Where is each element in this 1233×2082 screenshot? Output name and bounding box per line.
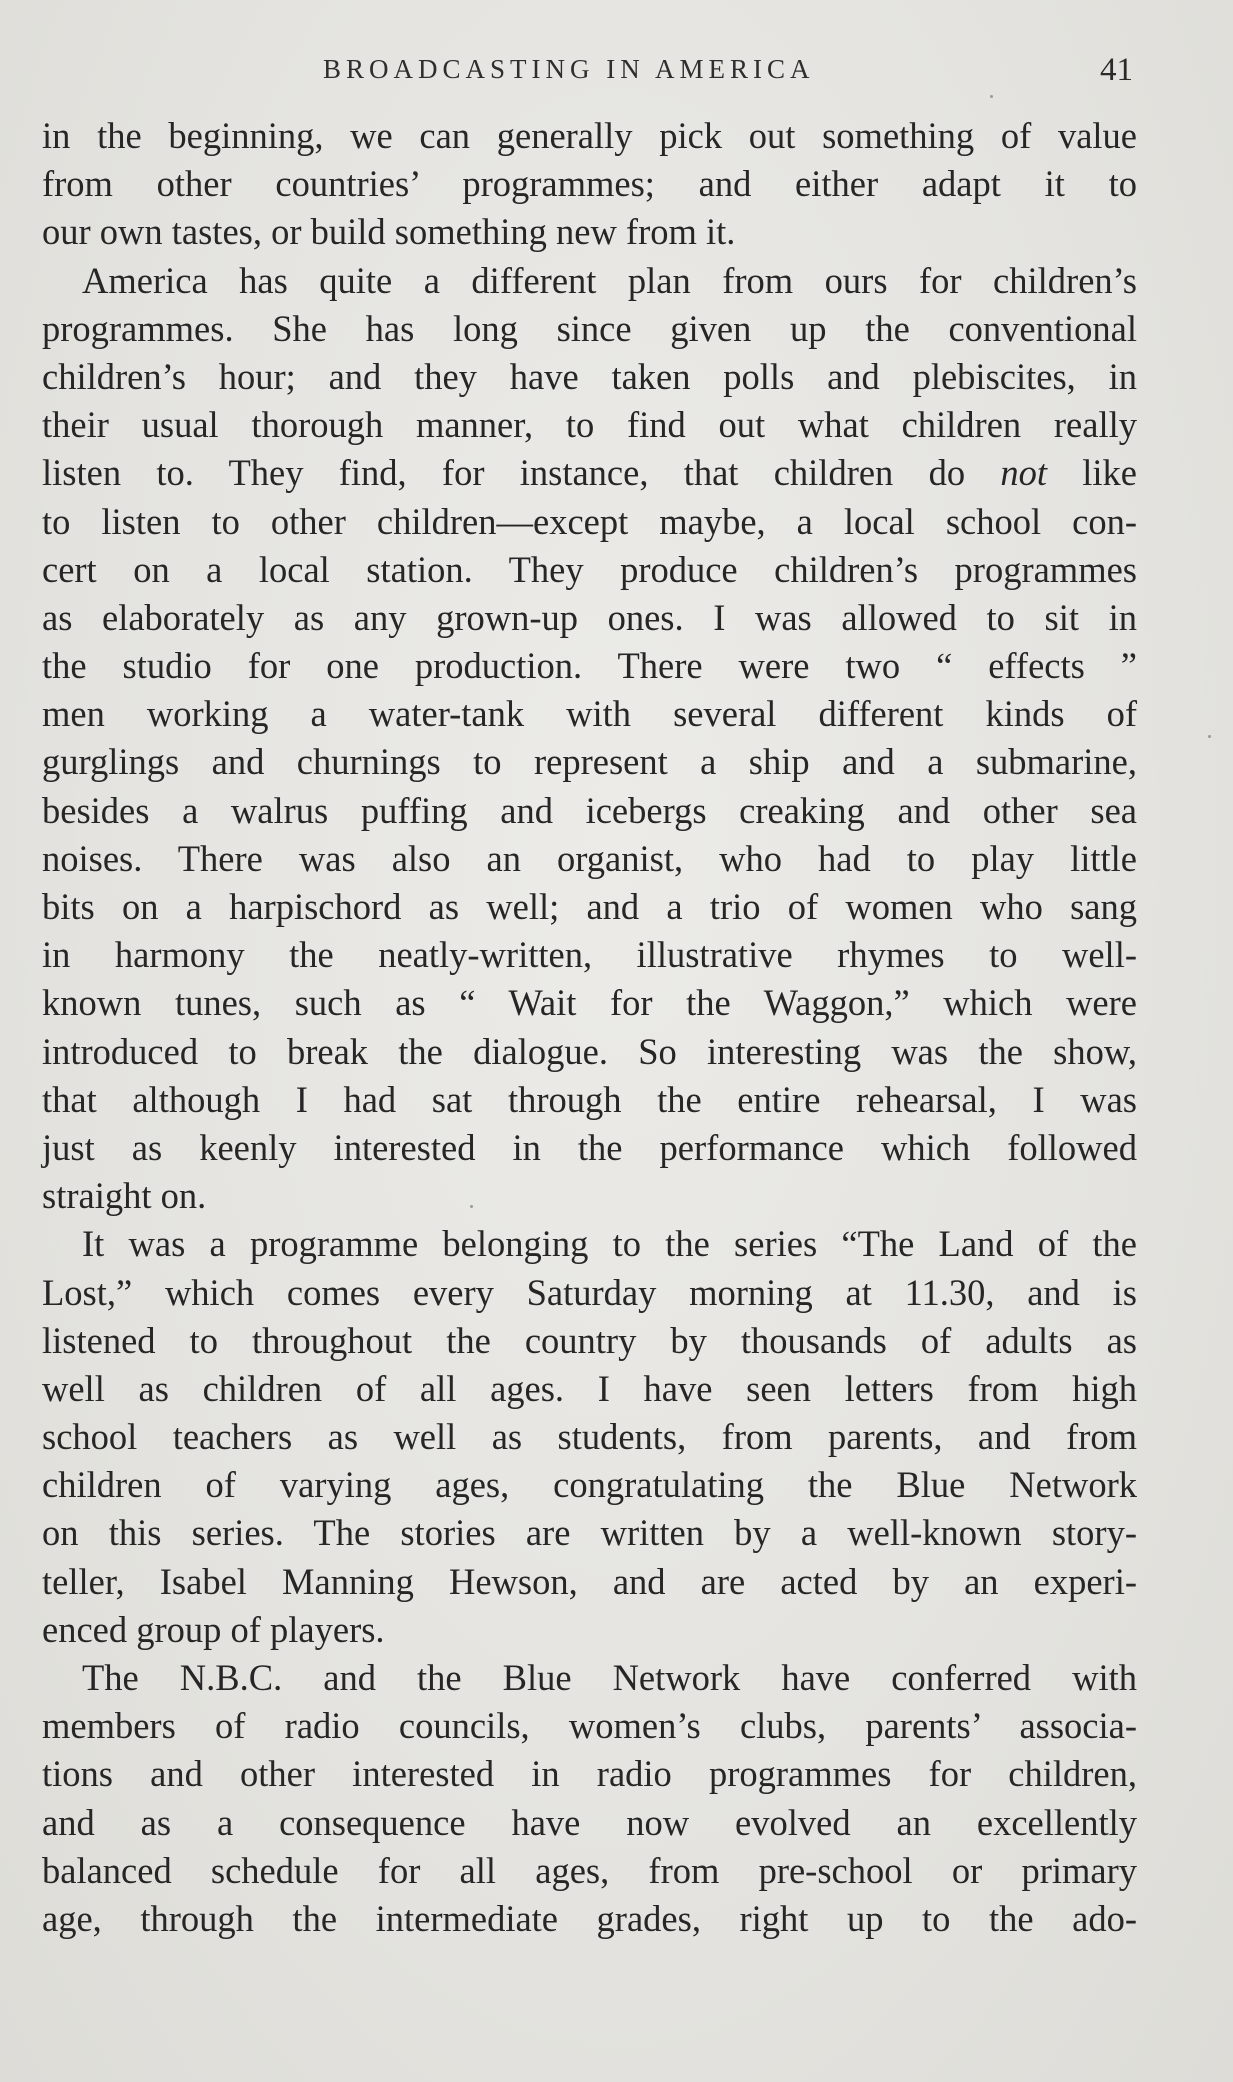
- text-line: from other countries’ programmes; and either adapt it to: [42, 163, 1137, 205]
- text-line: children’s hour; and they have taken polls and plebiscites, in: [42, 355, 1137, 397]
- body-text: [42, 112, 1137, 1943]
- text-line: on this series. The stories are written by a well-known story-: [42, 1512, 1137, 1554]
- text-line: straight on.: [42, 1175, 207, 1217]
- text-line: that although I had sat through the entire rehearsal, I was: [42, 1078, 1137, 1120]
- text-line: members of radio councils, women’s clubs, parents’ associa-: [42, 1705, 1137, 1747]
- text-line: tions and other interested in radio programmes for children,: [42, 1753, 1137, 1795]
- text-line: well as children of all ages. I have seen letters from high: [42, 1367, 1137, 1409]
- paper-speck: [1208, 735, 1211, 738]
- text-line: cert on a local station. They produce children’s programmes: [42, 548, 1137, 590]
- text-line-emphasis: [42, 449, 1137, 497]
- text-line: just as keenly interested in the performance which followed: [42, 1126, 1137, 1168]
- text-line: men working a water-tank with several different kinds of: [42, 693, 1137, 735]
- text-line: It was a programme belonging to the series “The Land of the: [82, 1223, 1137, 1265]
- emphasized-word: not: [1000, 452, 1047, 494]
- text-line: The N.B.C. and the Blue Network have conferred with: [82, 1657, 1137, 1698]
- text-line: in harmony the neatly-written, illustrative rhymes to well-: [42, 934, 1137, 976]
- text-line: children of varying ages, congratulating the Blue Network: [42, 1464, 1137, 1506]
- line-segment: like: [1082, 452, 1137, 494]
- text-line: enced group of players.: [42, 1608, 385, 1650]
- text-line: Lost,” which comes every Saturday morning at 11.30, and is: [42, 1271, 1137, 1313]
- text-line: known tunes, such as “ Wait for the Waggon,” which were: [42, 982, 1137, 1024]
- line-segment: listen to. They find, for instance, that children do: [42, 452, 966, 494]
- text-line: school teachers as well as students, from parents, and from: [42, 1416, 1137, 1458]
- text-line: in the beginning, we can generally pick out something of value: [42, 115, 1137, 156]
- text-line: our own tastes, or build something new from it.: [42, 211, 736, 253]
- text-line: America has quite a different plan from ours for children’s: [82, 259, 1137, 301]
- page-number: 41: [1100, 52, 1133, 88]
- running-head: BROADCASTING IN AMERICA: [323, 54, 815, 84]
- text-line: teller, Isabel Manning Hewson, and are acted by an experi-: [42, 1560, 1137, 1602]
- text-line: to listen to other children—except maybe, a local school con-: [42, 500, 1137, 542]
- text-line: bits on a harpischord as well; and a trio of women who sang: [42, 886, 1137, 927]
- text-line: as elaborately as any grown-up ones. I was allowed to sit in: [42, 596, 1137, 638]
- text-line: age, through the intermediate grades, right up to the ado-: [42, 1897, 1137, 1939]
- text-line: balanced schedule for all ages, from pre-school or primary: [42, 1849, 1137, 1891]
- text-line: gurglings and churnings to represent a ship and a submarine,: [42, 741, 1137, 783]
- text-line: introduced to break the dialogue. So interesting was the show,: [42, 1030, 1137, 1072]
- text-line: besides a walrus puffing and icebergs creaking and other sea: [42, 789, 1137, 831]
- text-line: noises. There was also an organist, who had to play little: [42, 837, 1137, 879]
- text-line: listened to throughout the country by thousands of adults as: [42, 1319, 1137, 1361]
- text-line: and as a consequence have now evolved an excellently: [42, 1801, 1137, 1843]
- paper-speck: [990, 95, 993, 98]
- text-line: their usual thorough manner, to find out what children really: [42, 404, 1137, 446]
- text-line: the studio for one production. There were two “ effects ”: [42, 645, 1137, 687]
- text-line: programmes. She has long since given up the conventional: [42, 307, 1137, 349]
- paper-speck: [470, 1205, 473, 1208]
